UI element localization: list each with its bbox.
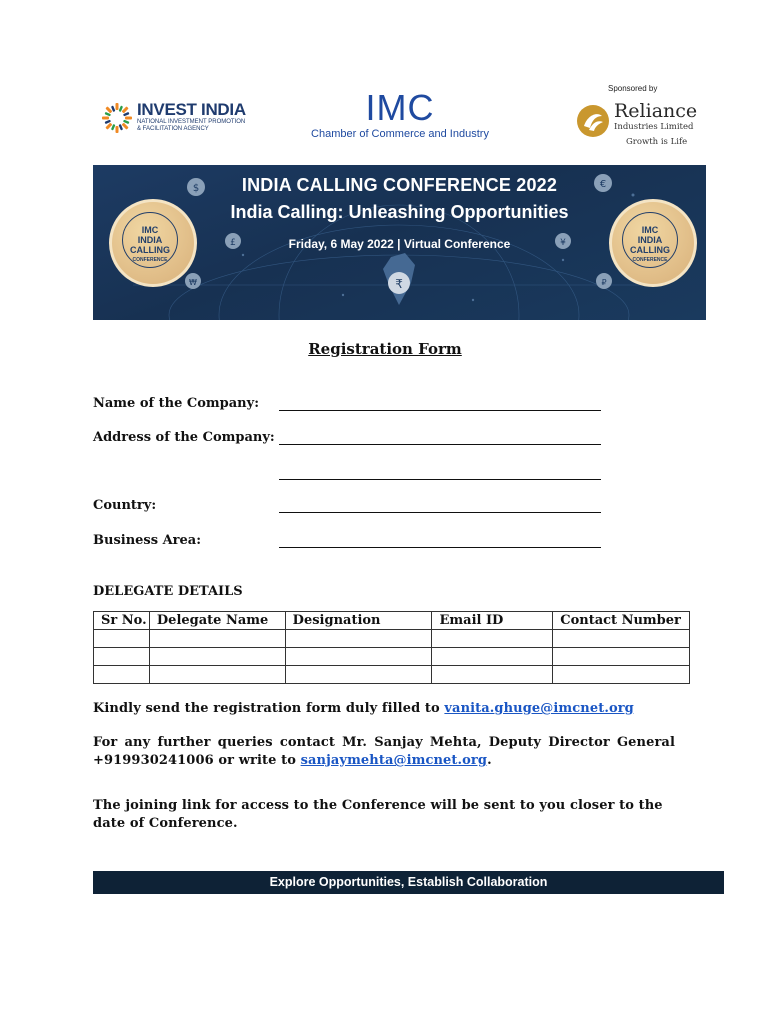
reliance-subtitle: Industries Limited xyxy=(614,122,694,132)
column-header-contact-number: Contact Number xyxy=(553,612,690,630)
column-header-sr-no: Sr No. xyxy=(94,612,150,630)
seal-line: INDIA xyxy=(137,235,163,245)
footer-tagline-bar: Explore Opportunities, Establish Collaboration xyxy=(93,871,724,894)
table-row xyxy=(94,666,690,684)
banner-date-line: Friday, 6 May 2022 | Virtual Conference xyxy=(288,237,511,251)
send-instructions xyxy=(93,700,675,718)
column-header-email-id: Email ID xyxy=(432,612,553,630)
business-area-label: Business Area: xyxy=(93,533,202,548)
invest-india-subtitle: NATIONAL INVESTMENT PROMOTION & FACILITATION AGENCY xyxy=(137,119,246,132)
imc-name: IMC xyxy=(365,87,435,128)
seal-line: CALLING xyxy=(130,245,170,255)
reliance-name: Reliance xyxy=(614,100,698,122)
svg-text:₽: ₽ xyxy=(601,278,607,287)
svg-text:€: € xyxy=(599,179,607,190)
svg-text:₹: ₹ xyxy=(395,277,403,291)
company-address-label: Address of the Company: xyxy=(93,430,275,445)
table-cell[interactable] xyxy=(94,648,150,666)
sponsored-by-label: Sponsored by xyxy=(608,84,658,93)
reliance-emblem-icon xyxy=(576,104,610,138)
svg-text:¥: ¥ xyxy=(560,238,566,248)
company-name-label: Name of the Company: xyxy=(93,396,259,411)
table-cell[interactable] xyxy=(149,630,285,648)
reliance-logo xyxy=(574,84,704,150)
seal-line: IMC xyxy=(641,225,659,235)
table-row xyxy=(94,630,690,648)
country-field[interactable] xyxy=(279,512,601,513)
imc-subtitle: Chamber of Commerce and Industry xyxy=(311,128,489,140)
company-address-field[interactable] xyxy=(279,444,601,445)
svg-text:£: £ xyxy=(230,238,236,248)
table-cell[interactable] xyxy=(285,648,432,666)
company-address-field-line-2[interactable] xyxy=(279,479,601,480)
banner-subtitle: India Calling: Unleashing Opportunities xyxy=(230,202,569,222)
send-instructions-text: Kindly send the registration form duly filled to xyxy=(93,701,445,716)
form-title: Registration Form xyxy=(308,340,462,358)
country-label: Country: xyxy=(93,498,157,513)
table-cell[interactable] xyxy=(149,648,285,666)
joining-link-note: The joining link for access to the Conference will be sent to you closer to the date of Conference. xyxy=(93,798,663,831)
table-cell[interactable] xyxy=(553,666,690,684)
table-cell[interactable] xyxy=(553,630,690,648)
company-name-field[interactable] xyxy=(279,410,601,411)
table-cell[interactable] xyxy=(553,648,690,666)
query-instructions-text: For any further queries contact Mr. Sanjay Mehta, Deputy Director General +919930241006 or write to xyxy=(93,735,675,768)
table-cell[interactable] xyxy=(94,630,150,648)
column-header-delegate-name: Delegate Name xyxy=(149,612,285,630)
table-cell[interactable] xyxy=(285,666,432,684)
conference-banner xyxy=(93,165,706,320)
table-cell[interactable] xyxy=(432,666,553,684)
svg-text:₩: ₩ xyxy=(189,278,197,287)
table-cell[interactable] xyxy=(149,666,285,684)
table-cell[interactable] xyxy=(94,666,150,684)
seal-line: CONFERENCE xyxy=(632,257,668,263)
delegate-table xyxy=(93,611,690,684)
banner-title: INDIA CALLING CONFERENCE 2022 xyxy=(241,175,558,195)
seal-line: CALLING xyxy=(630,245,670,255)
query-instructions xyxy=(93,734,675,770)
delegate-details-title: DELEGATE DETAILS xyxy=(93,584,243,599)
send-email-link[interactable]: vanita.ghuge@imcnet.org xyxy=(444,701,634,716)
invest-india-logo xyxy=(101,100,251,136)
delegate-table-header xyxy=(94,612,690,630)
table-cell[interactable] xyxy=(285,630,432,648)
svg-text:$: $ xyxy=(192,183,200,194)
table-cell[interactable] xyxy=(432,630,553,648)
table-row xyxy=(94,648,690,666)
seal-line: IMC xyxy=(141,225,159,235)
invest-india-name: INVEST INDIA xyxy=(137,100,246,119)
business-area-field[interactable] xyxy=(279,547,601,548)
imc-logo xyxy=(300,87,500,140)
seal-line: CONFERENCE xyxy=(132,257,168,263)
invest-india-emblem-icon xyxy=(101,102,133,134)
seal-line: INDIA xyxy=(637,235,663,245)
column-header-designation: Designation xyxy=(285,612,432,630)
table-cell[interactable] xyxy=(432,648,553,666)
query-end: . xyxy=(487,753,492,768)
query-email-link[interactable]: sanjaymehta@imcnet.org xyxy=(300,753,488,768)
reliance-tagline: Growth is Life xyxy=(626,137,688,147)
